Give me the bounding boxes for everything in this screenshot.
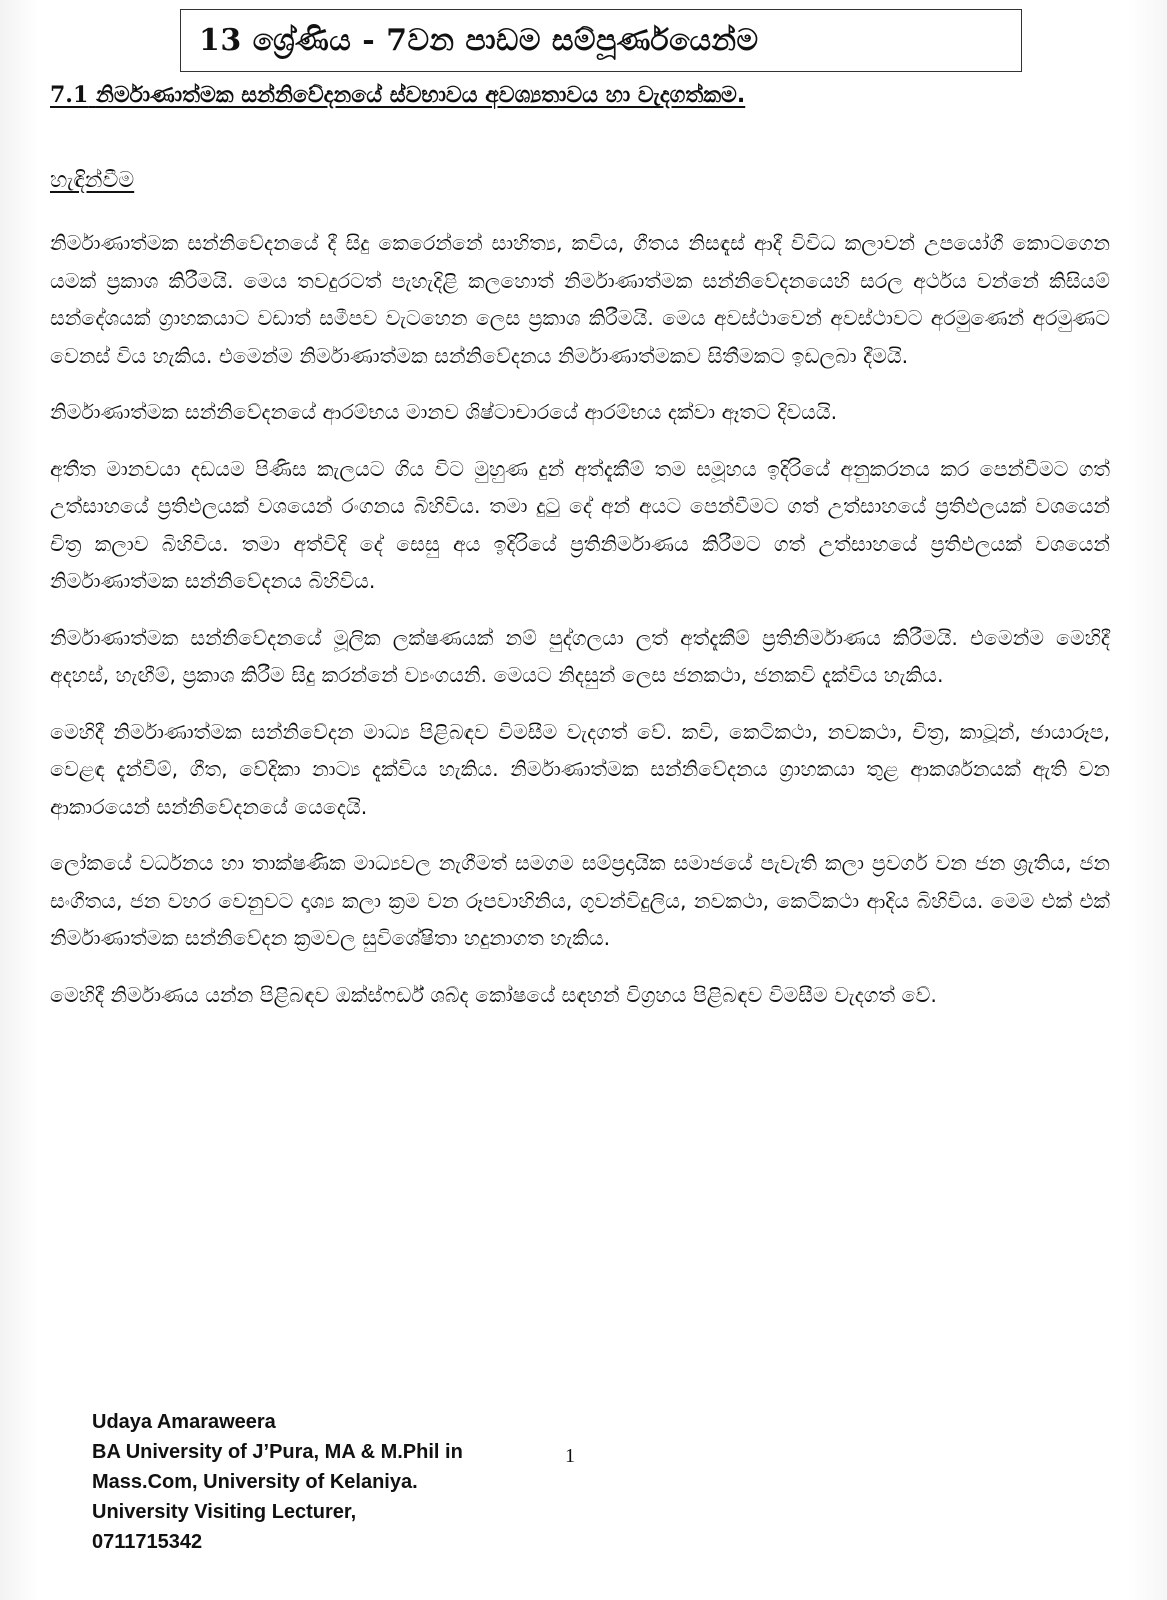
paragraph: නිර්මාණාත්මක සන්නිවේදනයේ මූලික ලක්ෂණයක් නම් පුද්ගලයා ලත් අත්දැකීම් ප්‍රතිනිර්මාණය කිරීමයි. එමෙන්ම මෙහිදී අදහස්, හැඟීම්, ප්‍රකාශ කිරීම සිදු කරන්නේ ව්‍යංගයනි. මෙයට නිදසුන් ලෙස ජනකථා, ජනකවි දැක්විය හැකිය. bbox=[50, 625, 1110, 687]
paragraph: මෙහිදී නිර්මාණාත්මක සන්නිවේදන මාධ්‍ය පිළිබඳව විමසීම වැදගත් වේ. කවි, කෙටිකථා, නවකථා, චිත්‍ර, කාටූන්, ඡායාරූප, වෙළඳ දැන්වීම්, ගීත, වේදිකා නාට්‍ය දැක්විය හැකිය. නිර්මාණාත්මක සන්නිවේදනය ග්‍රාහකයා තුළ ආකර්ශනයක් ඇති වන ආකාරයෙන් සන්නිවේදනයේ යෙදෙයි. bbox=[50, 719, 1110, 819]
author-phone: 0711715342 bbox=[92, 1531, 203, 1553]
subtitle-text: නිර්මාණාත්මක සන්නිවේදනයේ ස්වභාවය අවශ්‍යතාවය හා වැදගත්කම. bbox=[95, 83, 746, 108]
subtitle-number: 7.1 bbox=[50, 82, 89, 108]
section-heading-introduction: හැඳින්වීම bbox=[50, 168, 135, 193]
author-degree-line-2: Mass.Com, University of Kelaniya. bbox=[92, 1471, 418, 1493]
author-name: Udaya Amaraweera bbox=[92, 1411, 276, 1433]
section-subtitle bbox=[50, 82, 1110, 108]
author-degree-line-1: BA University of J’Pura, MA & M.Phil in bbox=[92, 1441, 463, 1463]
page-number: 1 bbox=[565, 1445, 575, 1467]
author-position: University Visiting Lecturer, bbox=[92, 1501, 357, 1523]
page-title: 13 ශ්‍රේණිය - 7වන පාඩම සම්පූර්ණයෙන්ම bbox=[199, 23, 759, 58]
paragraph: අතීත මානවයා දඩයම පිණිස කැලයට ගිය විට මුහුණ දුන් අත්දැකීම් තම සමූහය ඉදිරියේ අනුකරනය කර පෙන්වීමට ගත් උත්සාහයේ ප්‍රතිඵලයක් වශයෙන් රංගනය බිහිවිය. තමා දුටු දේ අන් අයට පෙන්වීමට ගත් උත්සාහයේ ප්‍රතිඵලයක් වශයෙන් චිත්‍ර කලාව බිහිවිය. තමා අත්විදි දේ සෙසු අය ඉදිරියේ ප්‍රතිනිර්මාණය කිරීමට ගත් උත්සාහයේ ප්‍රතිඵලයක් වශයෙන් නිර්මාණාත්මක සන්නිවේදනය බිහිවිය. bbox=[50, 456, 1110, 593]
paragraph: ලෝකයේ වර්ධනය හා තාක්ෂණික මාධ්‍යවල නැගීමත් සමගම සම්ප්‍රදායික සමාජයේ පැවැති කලා ප්‍රවර්ග වන ජන ශ්‍රැතිය, ජන සංගීතය, ජන වහර වෙනුවට දෘශ්‍ය කලා ක්‍රම වන රූපවාහිනිය, ගුවන්විදුලිය, නවකථා, කෙටිකථා ආදිය බිහිවිය. මෙම එක් එක් නිර්මාණාත්මක සන්නිවේදන ක්‍රමවල සුවිශේෂිතා හදුනාගත හැකිය. bbox=[50, 851, 1110, 950]
author-block bbox=[92, 1407, 463, 1557]
paragraph: නිර්මාණාත්මක සන්නිවේදනයේ ආරම්භය මානව ශිෂ්ටාචාරයේ ආරම්භය දක්වා ඈතට දිවයයි. bbox=[50, 400, 838, 424]
paragraph: මෙහිදී නිර්මාණය යන්න පිළිබඳව ඔක්ස්ෆර්ඩ් ශබ්ද කෝෂයේ සඳහන් විග්‍රහය පිළිබඳව විමසීම වැදගත් වේ. bbox=[50, 982, 937, 1007]
body-text bbox=[50, 225, 1110, 1033]
title-box bbox=[180, 9, 1022, 72]
paragraph: නිර්මාණාත්මක සන්නිවේදනයේ දී සිදු කෙරෙන්නේ සාහිත්‍ය, කවිය, ගීතය නිසඳැස් ආදී විවිධ කලාවන් උපයෝගී කොටගෙන යමක් ප්‍රකාශ කිරීමයි. මෙය තවදුරටත් පැහැදිළි කලහොත් නිර්මාණාත්මක සන්නිවේදනයෙහි සරල අර්ථය වන්නේ කිසියම් සන්දේශයක් ග්‍රාහකයාට වඩාත් සමීපව වැටහෙන ලෙස ප්‍රකාශ කිරීමයි. මෙය අවස්ථාවෙන් අවස්ථාවට අරමුණෙන් අරමුණට වෙනස් විය හැකිය. එමෙන්ම නිර්මාණාත්මක සන්නිවේදනය නිර්මාණාත්මකව සිතීමකට ඉඩලබා දීමයි. bbox=[50, 231, 1110, 368]
